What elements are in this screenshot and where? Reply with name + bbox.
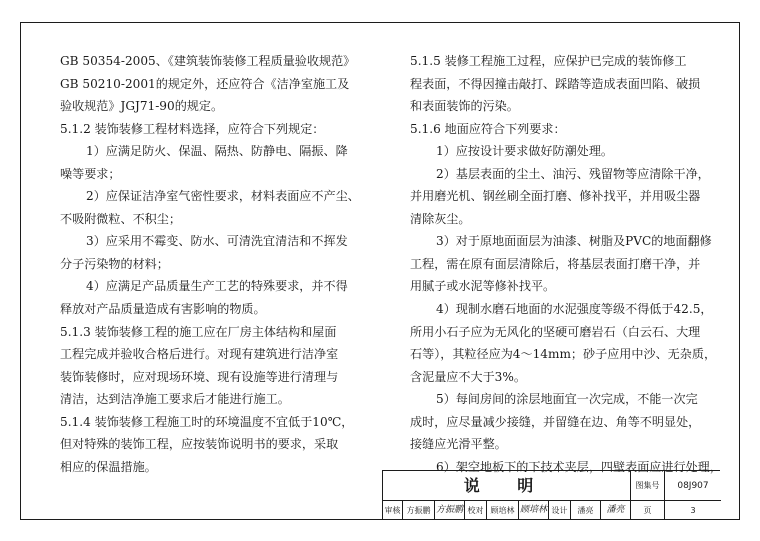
text-line: 5.1.3 装饰装修工程的施工应在厂房主体结构和屋面 bbox=[60, 324, 337, 339]
text-line: 6）架空地板下的下技术夹层，四壁表面应进行处理， bbox=[436, 459, 722, 474]
text-line: 并用磨光机、钢丝刷全面打磨、修补找平，并用吸尘器 bbox=[410, 189, 701, 204]
reviewer-name: 方振鹏 bbox=[403, 501, 435, 520]
text-line: 释放对产品质量造成有害影响的物质。 bbox=[60, 302, 266, 317]
check-label: 校对 bbox=[465, 501, 487, 520]
text-line: 2）基层表面的尘土、油污、残留物等应清除干净， bbox=[436, 166, 710, 181]
checker-name: 顾培林 bbox=[487, 501, 519, 520]
document-title: 说 明 bbox=[383, 471, 631, 501]
text-line: 不吸附微粒、不积尘； bbox=[60, 211, 181, 226]
text-line: 验收规范》JGJ71-90的规定。 bbox=[60, 99, 224, 114]
text-line: 清除灰尘。 bbox=[410, 211, 471, 226]
text-line: 含泥量应不大于3%。 bbox=[410, 369, 526, 384]
right-text-column bbox=[410, 50, 733, 478]
page-label: 页 bbox=[631, 501, 665, 520]
title-block bbox=[382, 470, 720, 519]
text-line: 用腻子或水泥等修补找平。 bbox=[410, 279, 556, 294]
text-line: 程表面，不得因撞击敲打、踩踏等造成表面凹陷、破损 bbox=[410, 76, 701, 91]
atlas-number-value: 08J907 bbox=[665, 471, 721, 501]
left-text-column bbox=[60, 50, 383, 478]
text-line: 4）现制水磨石地面的水泥强度等级不得低于42.5， bbox=[436, 302, 713, 317]
text-line: 但对特殊的装饰工程，应按装饰说明书的要求，采取 bbox=[60, 437, 339, 452]
text-line: 3）应采用不霉变、防水、可清洗宜清洁和不挥发 bbox=[86, 234, 348, 249]
designer-signature: 潘亮 bbox=[601, 501, 631, 520]
text-line: 噪等要求； bbox=[60, 166, 121, 181]
text-line: 5.1.4 装饰装修工程施工时的环境温度不宜低于10℃， bbox=[60, 414, 354, 429]
text-line: 装饰装修时，应对现场环境、现有设施等进行清理与 bbox=[60, 369, 339, 384]
text-line: 5.1.2 装饰装修工程材料选择，应符合下列规定： bbox=[60, 121, 325, 136]
checker-signature: 顾培林 bbox=[519, 501, 549, 520]
text-line: 5.1.6 地面应符合下列要求： bbox=[410, 121, 566, 136]
text-line: 4）应满足产品质量生产工艺的特殊要求，并不得 bbox=[86, 279, 348, 294]
text-line: 3）对于原地面面层为油漆、树脂及PVC的地面翻修 bbox=[436, 234, 712, 249]
review-label: 审核 bbox=[383, 501, 403, 520]
text-line: 5）每间房间的涂层地面宜一次完成，不能一次完 bbox=[436, 392, 698, 407]
text-line: 1）应满足防火、保温、隔热、防静电、隔振、降 bbox=[86, 144, 348, 159]
text-line: 分子污染物的材料； bbox=[60, 256, 169, 271]
text-line: 成时，应尽量减少接缝，并留缝在边、角等不明显处， bbox=[410, 414, 701, 429]
text-line: 和表面装饰的污染。 bbox=[410, 99, 519, 114]
text-line: 所用小石子应为无风化的坚硬可磨岩石（白云石、大理 bbox=[410, 324, 701, 339]
text-line: 工程，需在原有面层清除后，将基层表面打磨干净，并 bbox=[410, 256, 701, 271]
designer-name: 潘亮 bbox=[571, 501, 601, 520]
text-line: GB 50210-2001的规定外，还应符合《洁净室施工及 bbox=[60, 76, 350, 91]
text-line: 5.1.5 装修工程施工过程，应保护已完成的装饰修工 bbox=[410, 54, 687, 68]
text-line: 2）应保证洁净室气密性要求，材料表面应不产尘、 bbox=[86, 189, 360, 204]
design-label: 设计 bbox=[549, 501, 571, 520]
atlas-number-label: 图集号 bbox=[631, 471, 665, 501]
reviewer-signature: 方振鹏 bbox=[435, 501, 465, 520]
text-line: 石等），其粒径应为4～14mm；砂子应用中沙、无杂质， bbox=[410, 347, 717, 362]
text-line: 相应的保温措施。 bbox=[60, 459, 157, 474]
text-line: 清洁，达到洁净施工要求后才能进行施工。 bbox=[60, 392, 290, 407]
text-line: 工程完成并验收合格后进行。对现有建筑进行洁净室 bbox=[60, 347, 339, 362]
page-number: 3 bbox=[690, 506, 696, 515]
text-line: 1）应按设计要求做好防潮处理。 bbox=[436, 144, 614, 159]
text-line: 接缝应光滑平整。 bbox=[410, 437, 507, 452]
text-line: GB 50354-2005、《建筑装饰装修工程质量验收规范》 bbox=[60, 54, 356, 68]
